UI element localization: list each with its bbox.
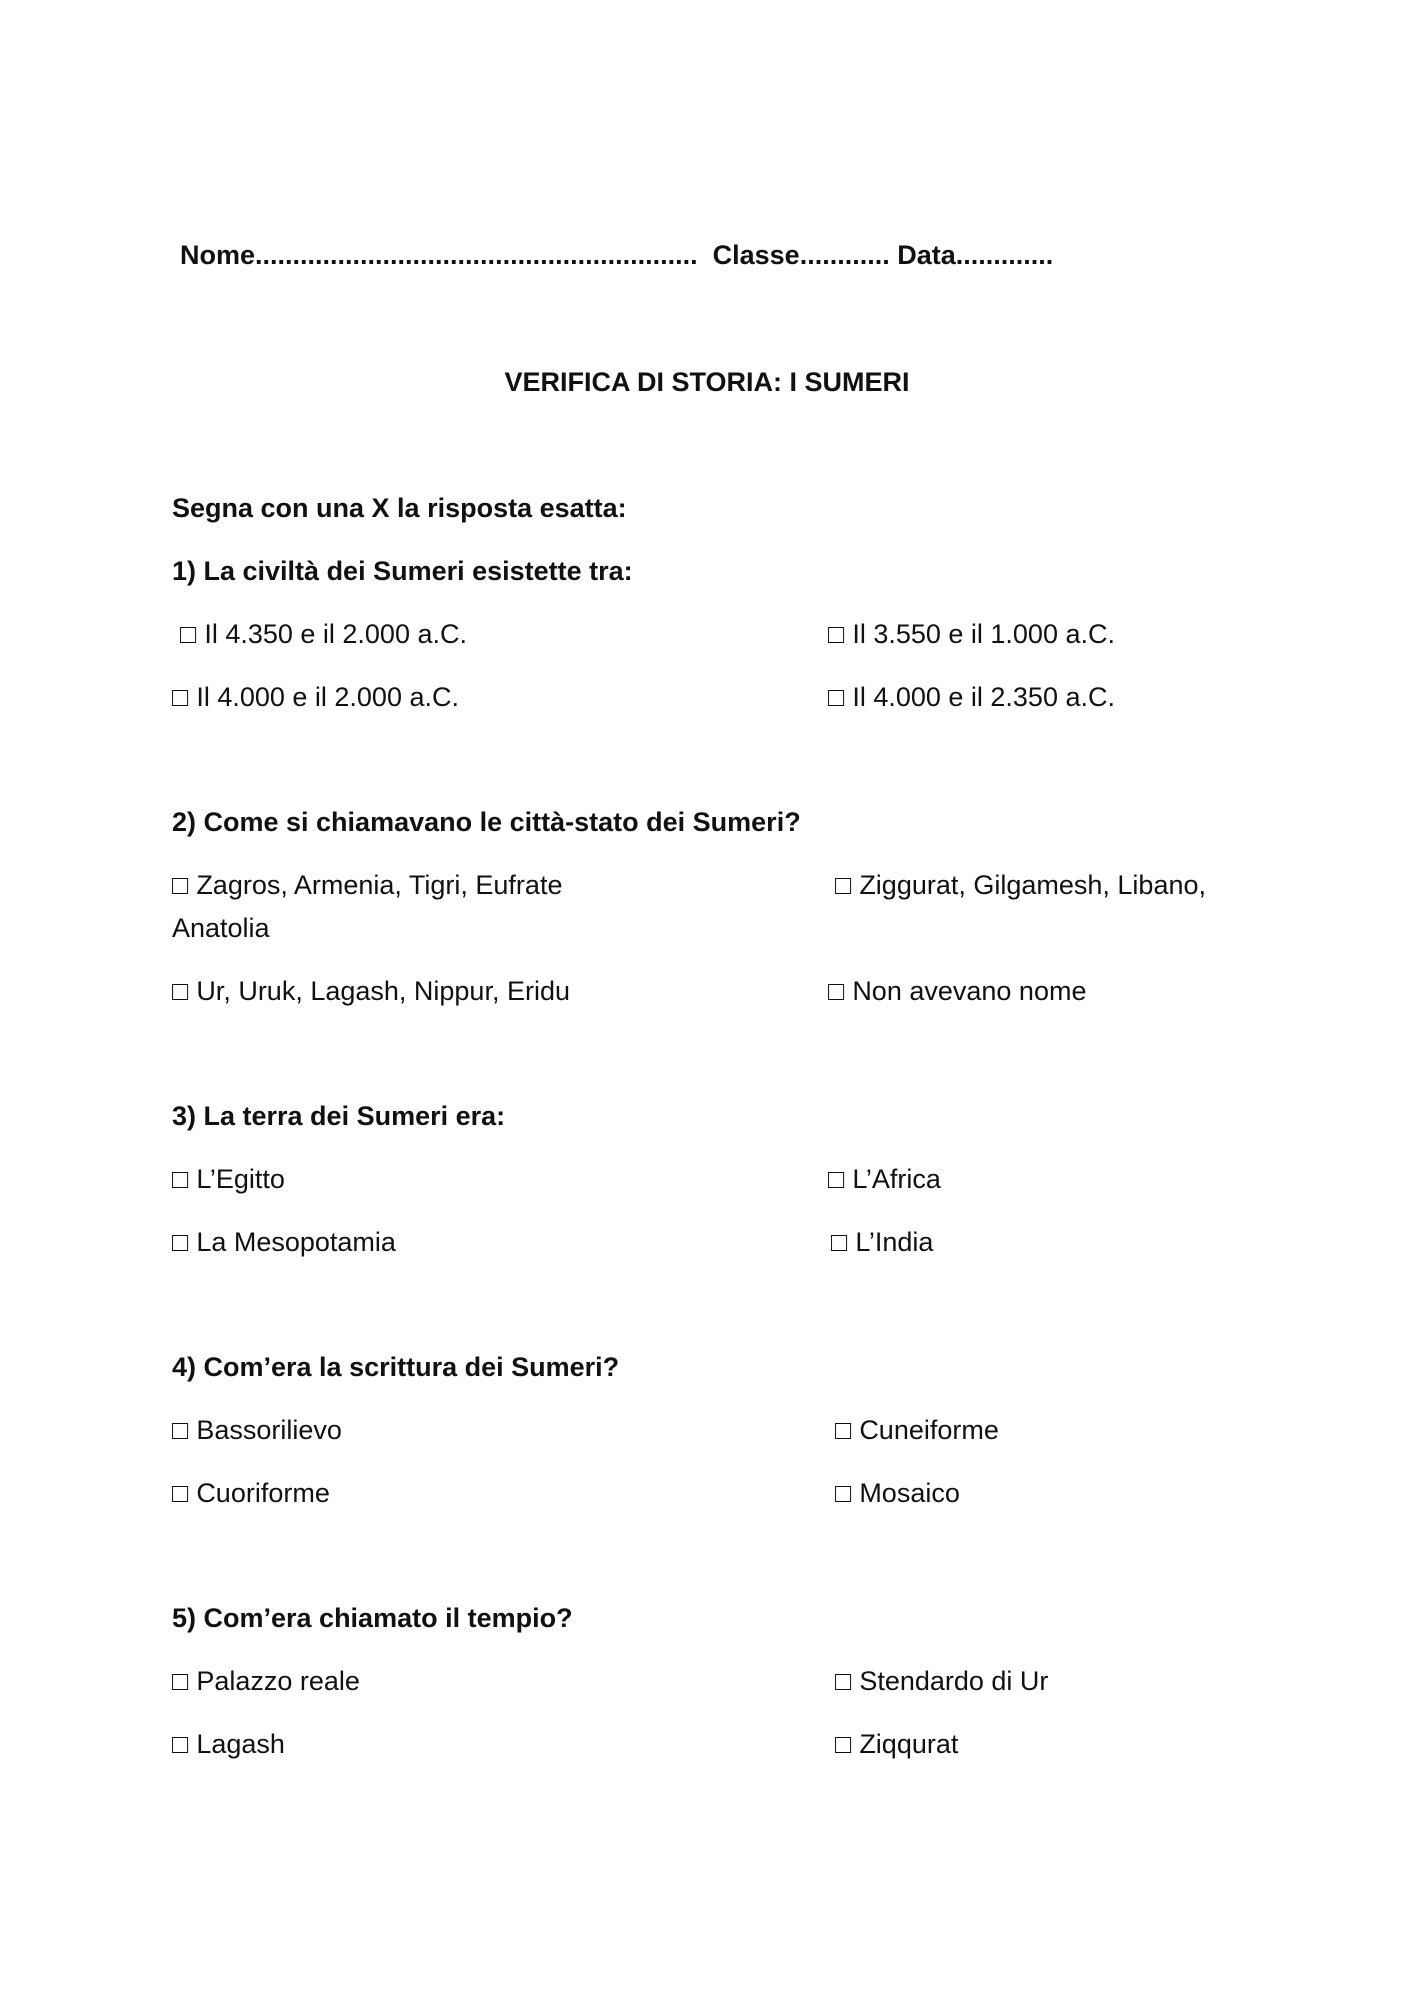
question-4: 4) Com’era la scrittura dei Sumeri? [172,1352,620,1382]
answer-option[interactable] [172,1727,285,1761]
answer-option[interactable] [172,1225,396,1259]
checkbox-icon[interactable]: □ [172,1478,189,1508]
answer-option[interactable] [835,1476,960,1510]
name-field[interactable]: ........................................................... [255,240,698,270]
option-label: Il 4.000 e il 2.350 a.C. [852,682,1115,712]
answer-option[interactable] [835,1413,999,1447]
option-label: Ziggurat, Gilgamesh, Libano, [859,870,1207,900]
checkbox-icon[interactable]: □ [828,682,845,712]
date-field[interactable]: ............. [955,240,1054,270]
instruction-text: Segna con una X la risposta esatta: [172,493,627,523]
answer-option[interactable] [172,680,459,714]
answer-option[interactable] [172,1162,285,1196]
class-field[interactable]: ............ [799,240,890,270]
checkbox-icon[interactable]: □ [172,976,189,1006]
checkbox-icon[interactable]: □ [172,1666,189,1696]
answer-option[interactable] [172,1413,342,1447]
question-2: 2) Come si chiamavano le città-stato dei Sumeri? [172,807,801,837]
option-label: Ur, Uruk, Lagash, Nippur, Eridu [196,976,570,1006]
answer-option[interactable] [831,1225,933,1259]
answer-option[interactable] [835,1664,1048,1698]
answer-option[interactable] [172,868,562,902]
answer-option[interactable] [828,1162,941,1196]
checkbox-icon[interactable]: □ [835,870,852,900]
answer-option[interactable] [828,617,1115,651]
answer-option[interactable] [828,680,1115,714]
checkbox-icon[interactable]: □ [828,976,845,1006]
checkbox-icon[interactable]: □ [835,1415,852,1445]
question-1: 1) La civiltà dei Sumeri esistette tra: [172,556,633,586]
checkbox-icon[interactable]: □ [835,1729,852,1759]
option-label: Zagros, Armenia, Tigri, Eufrate [196,870,563,900]
option-label: Ziqqurat [859,1729,959,1759]
checkbox-icon[interactable]: □ [172,682,189,712]
checkbox-icon[interactable]: □ [180,619,197,649]
checkbox-icon[interactable]: □ [828,1164,845,1194]
option-label: Non avevano nome [852,976,1087,1006]
option-label: Stendardo di Ur [859,1666,1049,1696]
option-label: L’India [855,1227,934,1257]
answer-option[interactable] [828,974,1086,1008]
answer-option[interactable] [835,1727,958,1761]
answer-option[interactable] [172,1476,330,1510]
option-label: Cuneiforme [859,1415,999,1445]
option-label: Il 4.000 e il 2.000 a.C. [196,682,459,712]
question-3: 3) La terra dei Sumeri era: [172,1101,506,1131]
option-label: L’Egitto [196,1164,285,1194]
answer-option[interactable] [172,974,570,1008]
answer-option[interactable] [835,868,1206,902]
option-label: La Mesopotamia [196,1227,396,1257]
option-label: Cuoriforme [196,1478,330,1508]
checkbox-icon[interactable]: □ [172,1729,189,1759]
option-label: Lagash [196,1729,285,1759]
answer-option[interactable] [180,617,467,651]
option-label: L’Africa [852,1164,941,1194]
checkbox-icon[interactable]: □ [835,1666,852,1696]
option-label: Mosaico [859,1478,960,1508]
student-info-line [180,238,1053,272]
checkbox-icon[interactable]: □ [172,870,189,900]
checkbox-icon[interactable]: □ [835,1478,852,1508]
answer-option[interactable] [172,1664,360,1698]
option-label: Il 3.550 e il 1.000 a.C. [852,619,1115,649]
option-label: Palazzo reale [196,1666,360,1696]
name-label: Nome [180,240,256,270]
class-label: Classe [712,240,800,270]
date-label: Data [897,240,956,270]
checkbox-icon[interactable]: □ [172,1164,189,1194]
checkbox-icon[interactable]: □ [828,619,845,649]
checkbox-icon[interactable]: □ [831,1227,848,1257]
option-label: Il 4.350 e il 2.000 a.C. [204,619,467,649]
question-5: 5) Com’era chiamato il tempio? [172,1603,573,1633]
option-label: Bassorilievo [196,1415,342,1445]
option-continuation: Anatolia [172,913,270,943]
checkbox-icon[interactable]: □ [172,1227,189,1257]
checkbox-icon[interactable]: □ [172,1415,189,1445]
page-title: VERIFICA DI STORIA: I SUMERI [504,367,910,397]
